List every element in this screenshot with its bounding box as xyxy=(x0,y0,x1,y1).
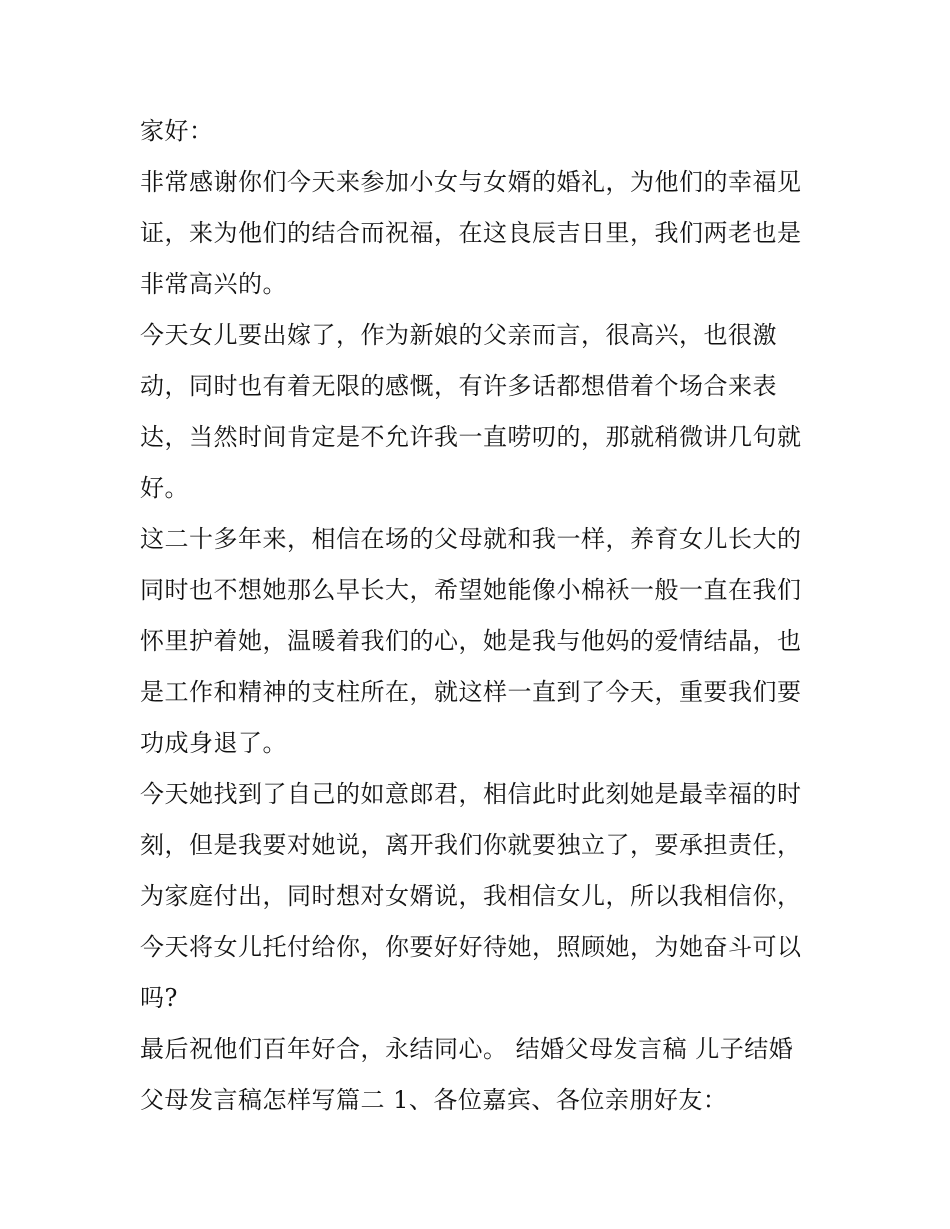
text-line: 非常感谢你们今天来参加小女与女婿的婚礼，为他们的幸福见 xyxy=(140,168,802,196)
text-line: 刻，但是我要对她说，离开我们你就要独立了，要承担责任， xyxy=(140,831,802,859)
text-line: 动，同时也有着无限的感慨，有许多话都想借着个场合来表 xyxy=(140,372,777,400)
text-line: 非常高兴的。 xyxy=(140,270,287,298)
text-line: 吗? xyxy=(140,984,178,1012)
text-line: 今天她找到了自己的如意郎君，相信此时此刻她是最幸福的时 xyxy=(140,780,802,808)
text-line: 好。 xyxy=(140,474,189,502)
text-line: 证，来为他们的结合而祝福，在这良辰吉日里，我们两老也是 xyxy=(140,219,802,247)
document-body xyxy=(140,106,820,1126)
text-line: 为家庭付出，同时想对女婿说，我相信女儿，所以我相信你， xyxy=(140,882,802,910)
text-line: 功成身退了。 xyxy=(140,729,287,757)
text-line: 怀里护着她，温暖着我们的心，她是我与他妈的爱情结晶，也 xyxy=(140,627,802,655)
text-line: 同时也不想她那么早长大，希望她能像小棉袄一般一直在我们 xyxy=(140,576,802,604)
text-line: 是工作和精神的支柱所在，就这样一直到了今天，重要我们要 xyxy=(140,678,802,706)
text-line: 家好： xyxy=(140,117,214,145)
text-line: 今天将女儿托付给你，你要好好待她，照顾她，为她奋斗可以 xyxy=(140,933,802,961)
text-line: 达，当然时间肯定是不允许我一直唠叨的，那就稍微讲几句就 xyxy=(140,423,802,451)
text-line: 最后祝他们百年好合，永结同心。 结婚父母发言稿 儿子结婚 xyxy=(140,1035,794,1063)
text-line: 父母发言稿怎样写篇二 1、各位嘉宾、各位亲朋好友： xyxy=(140,1086,728,1114)
text-line: 今天女儿要出嫁了，作为新娘的父亲而言，很高兴，也很激 xyxy=(140,321,777,349)
text-line: 这二十多年来，相信在场的父母就和我一样，养育女儿长大的 xyxy=(140,525,802,553)
